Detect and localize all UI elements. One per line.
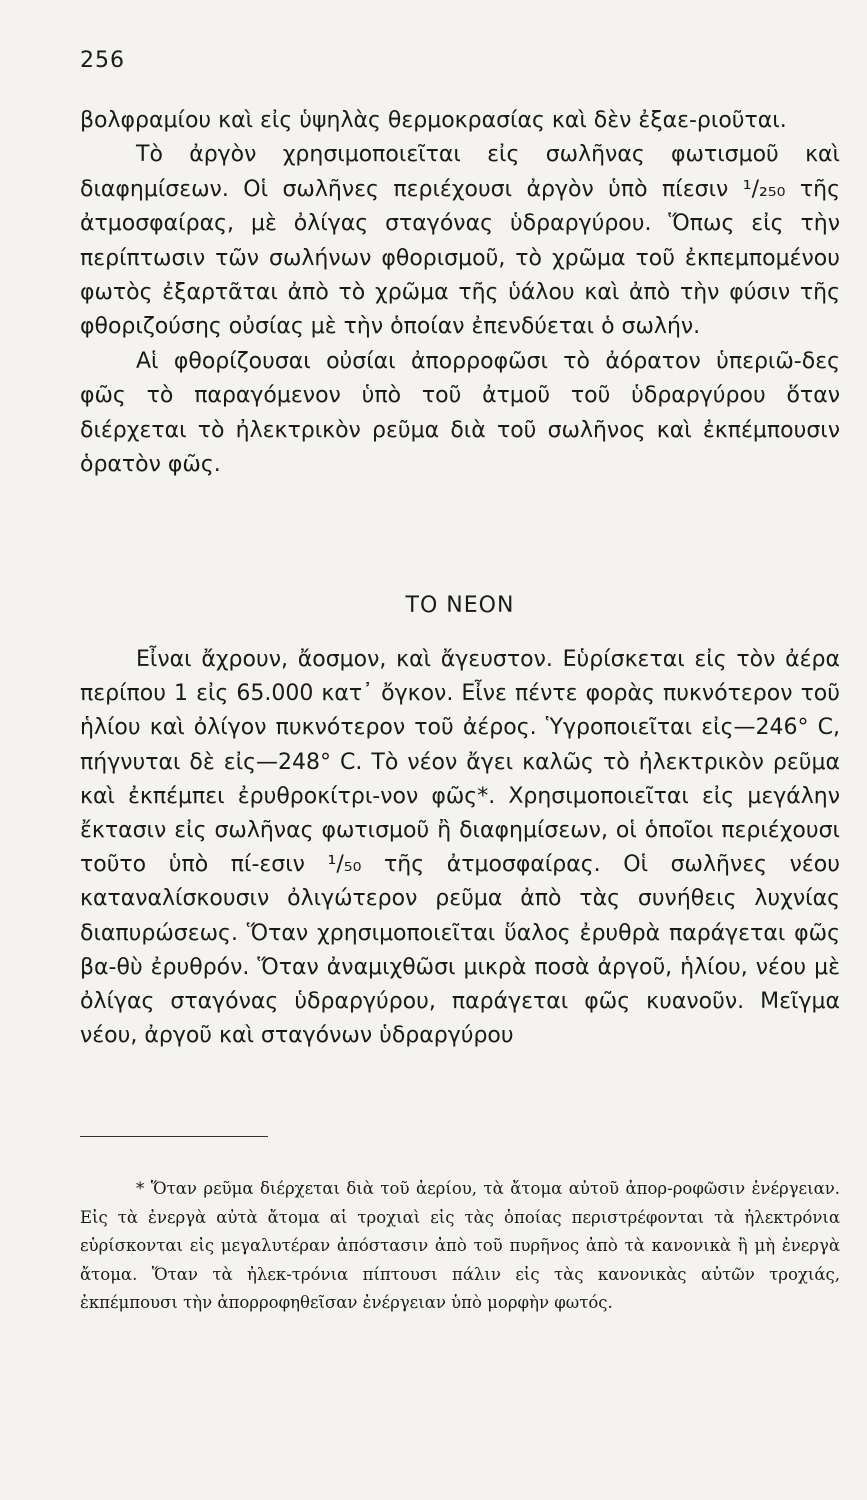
paragraph-2: Τὸ ἀργὸν χρησιμοποιεῖται εἰς σωλῆνας φωτισμοῦ καὶ διαφημίσεων. Οἱ σωλῆνες περιέχουσι ἀργὸν ὑπὸ πίεσιν ¹/₂₅₀ τῆς ἀτμοσφαίρας, μὲ ὀλίγας σταγόνας ὑδραργύρου. Ὅπως εἰς τὴν περίπτωσιν τῶν σωλήνων φθορισμοῦ, τὸ χρῶμα τοῦ ἐκπεμπομένου φωτὸς ἐξαρτᾶται ἀπὸ τὸ χρῶμα τῆς ὑάλου καὶ ἀπὸ τὴν φύσιν τῆς φθοριζούσης οὐσίας μὲ τὴν ὁποίαν ἐπενδύεται ὁ σωλήν. — [80, 142, 840, 340]
neon-section — [80, 643, 840, 1053]
footnote: * Ὅταν ρεῦμα διέρχεται διὰ τοῦ ἀερίου, τὰ ἄτομα αὐτοῦ ἀπορ-ροφῶσιν ἐνέργειαν. Εἰς τὰ ἐνεργὰ αὐτὰ ἄτομα αἱ τροχιαὶ εἰς τὰς ὁποίας περιστρέφονται τὰ ἠλεκτρόνια εὑρίσκονται εἰς μεγαλυτέραν ἀπόστασιν ἀπὸ τοῦ πυρῆνος ἀπὸ τὰ κανονικὰ ἢ μὴ ἐνεργὰ ἄτομα. Ὅταν τὰ ἠλεκ-τρόνια πίπτουσι πάλιν εἰς τὰς κανονικὰς αὐτῶν τροχιάς, ἐκπέμπουσι τὴν ἀπορροφηθεῖσαν ἐνέργειαν ὑπὸ μορφὴν φωτός. — [80, 1179, 840, 1313]
footnote-divider — [80, 1136, 268, 1137]
paragraph-1: βολφραμίου καὶ εἰς ὑψηλὰς θερμοκρασίας καὶ δὲν ἐξαε-ριοῦται. — [80, 108, 787, 133]
neon-paragraph: Εἶναι ἄχρουν, ἄοσμον, καὶ ἄγευστον. Εὑρίσκεται εἰς τὸν ἀέρα περίπου 1 εἰς 65.000 κατ᾽ ὄγκον. Εἶνε πέντε φορὰς πυκνότερον τοῦ ἡλίου καὶ ὀλίγον πυκνότερον τοῦ ἀέρος. Ὑγροποιεῖται εἰς—246° C, πήγνυται δὲ εἰς—248° C. Τὸ νέον ἄγει καλῶς τὸ ἠλεκτρικὸν ρεῦμα καὶ ἐκπέμπει ἐρυθροκίτρι-νον φῶς*. Χρησιμοποιεῖται εἰς μεγάλην ἔκτασιν εἰς σωλῆνας φωτισμοῦ ἢ διαφημίσεων, οἱ ὁποῖοι περιέχουσι τοῦτο ὑπὸ πί-εσιν ¹/₅₀ τῆς ἀτμοσφαίρας. Οἱ σωλῆνες νέου καταναλίσκουσιν ὀλιγώτερον ρεῦμα ἀπὸ τὰς συνήθεις λυχνίας διαπυρώσεως. Ὅταν χρησιμοποιεῖται ὕαλος ἐρυθρὰ παράγεται φῶς βα-θὺ ἐρυθρόν. Ὅταν ἀναμιχθῶσι μικρὰ ποσὰ ἀργοῦ, ἡλίου, νέου μὲ ὀλίγας σταγόνας ὑδραργύρου, παράγεται φῶς κυανοῦν. Μεῖγμα νέου, ἀργοῦ καὶ σταγόνων ὑδραργύρου — [80, 647, 840, 1049]
paragraph-3: Αἱ φθορίζουσαι οὐσίαι ἀπορροφῶσι τὸ ἀόρατον ὑπεριῶ-δες φῶς τὸ παραγόμενον ὑπὸ τοῦ ἀτμοῦ τοῦ ὑδραργύρου ὅταν διέρχεται τὸ ἠλεκτρικὸν ρεῦμα διὰ τοῦ σωλῆνος καὶ ἐκπέμπουσιν ὁρατὸν φῶς. — [80, 348, 840, 478]
section-title: ΤΟ ΝΕΟΝ — [405, 593, 515, 618]
body-text — [80, 104, 840, 482]
page-number: 256 — [80, 48, 125, 73]
